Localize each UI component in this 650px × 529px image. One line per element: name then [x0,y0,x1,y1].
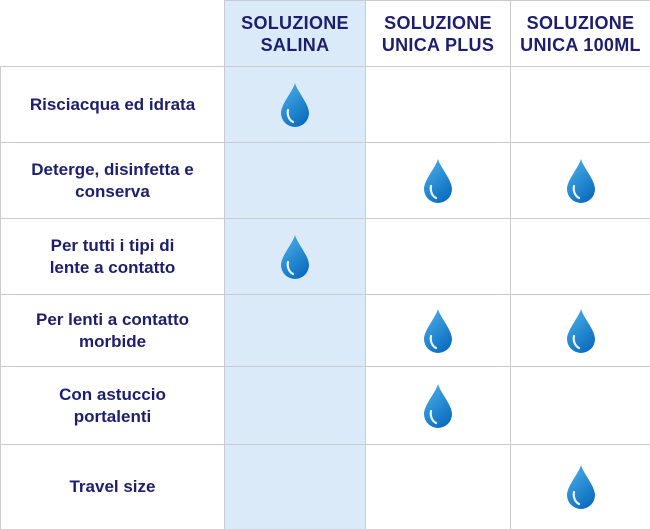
table-row [1,219,650,295]
row-label [1,219,225,295]
column-header-line: UNICA PLUS [381,34,495,55]
table-row [1,445,650,529]
table-row [1,143,650,219]
row-label-line: conserva [75,181,150,201]
water-drop-icon [566,308,596,354]
mark-cell [225,67,366,143]
row-label-line: morbide [78,331,147,351]
mark-cell [511,445,650,529]
row-label-line: Con astuccio [59,384,166,404]
mark-cell [511,219,650,295]
mark-cell [225,219,366,295]
table-row [1,67,650,143]
corner-cell [1,1,225,67]
row-label [1,143,225,219]
row-label-line: Per tutti i tipi di [50,235,175,255]
row-label-line: portalenti [73,406,152,426]
mark-cell [366,143,511,219]
mark-cell [511,367,650,445]
mark-cell [366,295,511,367]
column-header-line: UNICA 100ML [520,34,641,55]
mark-cell [225,367,366,445]
column-header-line: SALINA [260,34,330,55]
row-label-line: lente a contatto [49,257,176,277]
row-label-line: Per lenti a contatto [35,309,190,329]
mark-cell [366,367,511,445]
table-row [1,295,650,367]
mark-cell [366,67,511,143]
row-label [1,67,225,143]
mark-cell [366,445,511,529]
row-label [1,367,225,445]
mark-cell [225,445,366,529]
mark-cell [225,143,366,219]
row-label [1,445,225,529]
water-drop-icon [280,234,310,280]
column-header-soluzione-salina [225,1,366,67]
water-drop-icon [423,308,453,354]
mark-cell [511,67,650,143]
water-drop-icon [423,158,453,204]
row-label-line: Travel size [69,477,156,496]
column-header-line: SOLUZIONE [526,12,635,33]
mark-cell [511,295,650,367]
column-header-line: SOLUZIONE [241,12,349,33]
header-row [1,1,650,67]
table-row [1,367,650,445]
water-drop-icon [566,464,596,510]
column-header-soluzione-unica-plus [366,1,511,67]
column-header-soluzione-unica-100ml [511,1,650,67]
row-label-line: Deterge, disinfetta e [31,159,194,179]
mark-cell [511,143,650,219]
water-drop-icon [423,383,453,429]
mark-cell [366,219,511,295]
row-label-line: Risciacqua ed idrata [29,94,196,114]
mark-cell [225,295,366,367]
water-drop-icon [280,82,310,128]
row-label [1,295,225,367]
water-drop-icon [566,158,596,204]
column-header-line: SOLUZIONE [384,12,492,33]
